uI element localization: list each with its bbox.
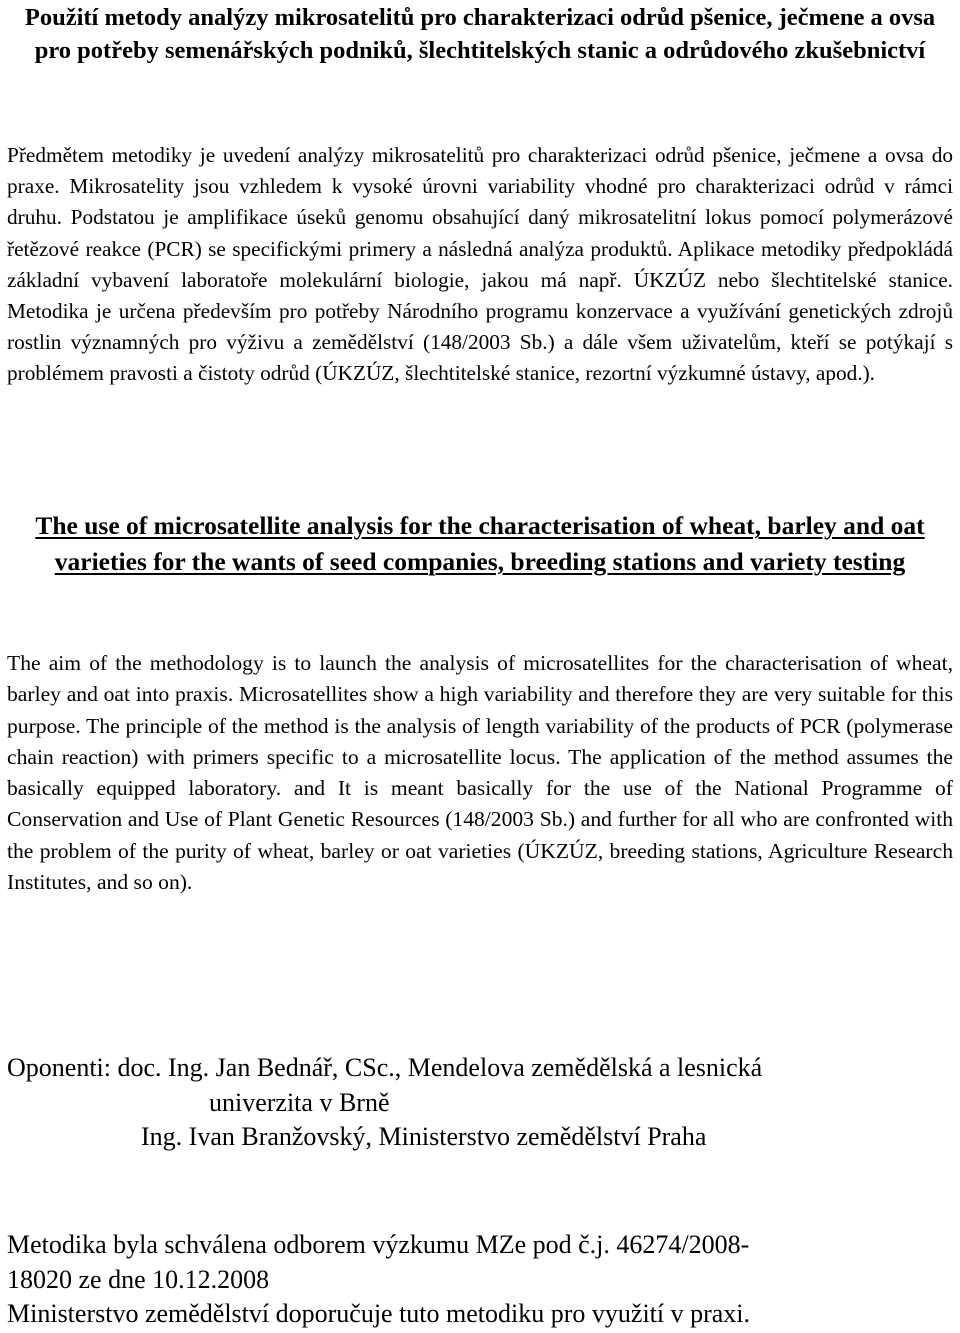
opponents-section xyxy=(7,1051,953,1155)
english-abstract: The aim of the methodology is to launch the analysis of microsatellites for the characterisation of wheat, barley and oat into praxis. Microsatellites show a high variability and therefore they are very suitable for this purpose. The principle of the method is the analysis of length variability of the products of PCR (polymerase chain reaction) with primers specific to a microsatellite locus. The application of the method assumes the basically equipped laboratory. and It is meant basically for the use of the National Programme of Conservation and Use of Plant Genetic Resources (148/2003 Sb.) and further for all who are confronted with the problem of the purity of wheat, barley or oat varieties (ÚKZÚZ, breeding stations, Agriculture Research Institutes, and so on). xyxy=(7,651,953,895)
approval-line-3: Ministerstvo zemědělství doporučuje tuto metodiku pro využití v praxi. xyxy=(7,1299,751,1328)
opponents-line-2: univerzita v Brně xyxy=(209,1087,390,1117)
approval-line-1: Metodika byla schválena odborem výzkumu MZe pod č.j. 46274/2008- xyxy=(7,1230,750,1259)
opponents-line-3: Ing. Ivan Branžovský, Ministerstvo zemědělství Praha xyxy=(141,1122,707,1151)
opponents-line-1: Oponenti: doc. Ing. Jan Bednář, CSc., Mendelova zemědělská a lesnická xyxy=(7,1053,763,1082)
czech-abstract: Předmětem metodiky je uvedení analýzy mikrosatelitů pro charakterizaci odrůd pšenice, ječmene a ovsa do praxe. Mikrosatelity jsou vzhledem k vysoké úrovni variability vhodné pro charakterizaci odrůd v rámci druhu. Podstatou je amplifikace úseků genomu obsahující daný mikrosatelitní lokus pomocí polymerázové řetězové reakce (PCR) se specifickými primery a následná analýza produktů. Aplikace metodiky předpokládá základní vybavení laboratoře molekulární biologie, jakou má např. ÚKZÚZ nebo šlechtitelské stanice. Metodika je určena především pro potřeby Národního programu konzervace a využívání genetických zdrojů rostlin významných pro výživu a zemědělství (148/2003 Sb.) a dále všem uživatelům, kteří se potýkají s problémem pravosti a čistoty odrůd (ÚKZÚZ, šlechtitelské stanice, rezortní výzkumné ústavy, apod.). xyxy=(7,143,953,386)
czech-title: Použití metody analýzy mikrosatelitů pro charakterizaci odrůd pšenice, ječmene a ovsa pro potřeby semenářských podniků, šlechtitelských stanic a odrůdového zkušebnictví xyxy=(24,4,936,64)
approval-line-2: 18020 ze dne 10.12.2008 xyxy=(7,1264,270,1294)
english-title: The use of microsatellite analysis for the characterisation of wheat, barley and oat varieties for the wants of seed companies, breeding stations and variety testing xyxy=(35,511,925,576)
approval-section xyxy=(7,1228,953,1332)
